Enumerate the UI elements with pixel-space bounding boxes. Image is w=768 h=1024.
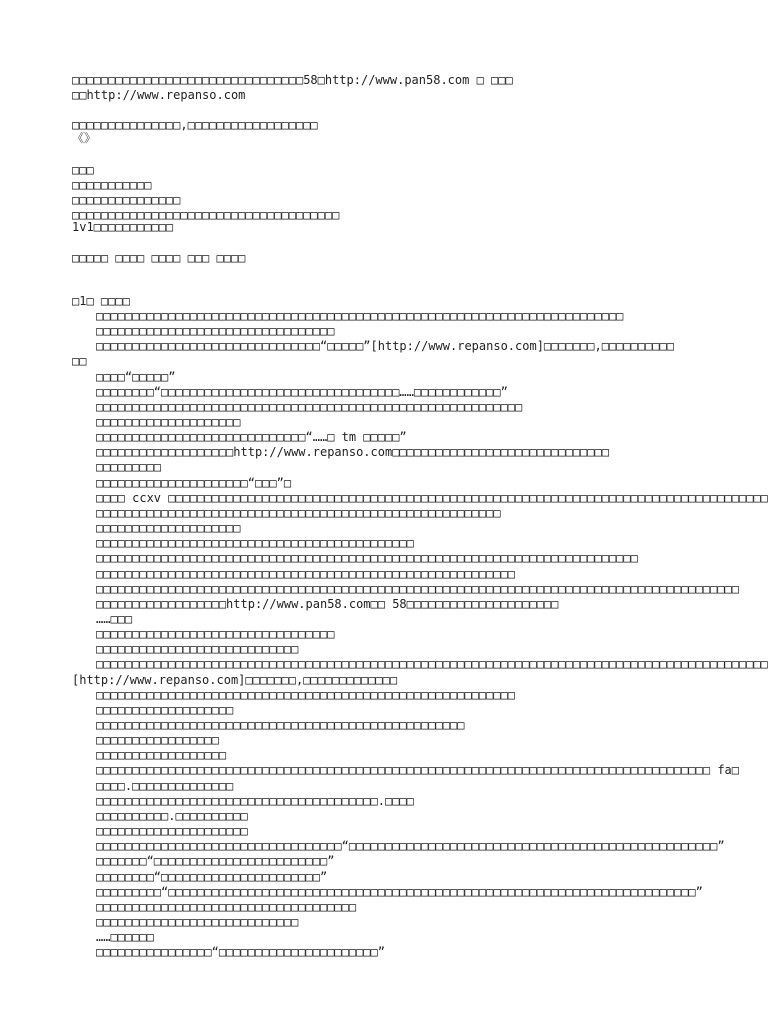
body-line: [http://www.repanso.com]□□□□□□□,□□□□□□□□□□□□□ xyxy=(72,673,398,687)
body-line: □□□□□□□□□□□□□□□□□□□□□ xyxy=(96,824,248,838)
body-line: □□□□□□□□□□□□□□□□□□□□□□□□□□□□□□□□□ xyxy=(96,324,335,338)
header-line: □□□□□□□□□□□□□□□□□□□□□□□□□□□□□□□□58□http://www.pan58.com □ □□□ xyxy=(72,73,513,87)
body-line: □□□□□□□□□□□□□□□□□□http://www.pan58.com□□ 58□□□□□□□□□□□□□□□□□□□□□ xyxy=(96,597,559,611)
body-line: ……□□□□□□ xyxy=(96,930,154,944)
body-line: □□□□□□□□□□□□□□□□□□□□□□□□□□□□ xyxy=(96,915,299,929)
chapter-heading: □1□ □□□□ xyxy=(72,294,130,308)
body-line: □□□□□□□□□□□□□□□□□□□□□□□□□□□□□□□□□□□□□□□.□□□□ xyxy=(96,794,414,808)
body-line: □□□□□□□□□□□□□□□□□□ xyxy=(96,748,227,762)
body-line: □□□□□□□□□□□□□□□□□□□□□□□□□□□□□□□□□□□□□□□□□□□□□□□□□□□□□□□□□□□□□□□□□□□□□□□□□□□ xyxy=(96,551,638,565)
body-line: □□□□□□□□□□□□□□□□□□□□□□□□□□□□□□□□□□□□□□□□□□□□□□□□□□□□□□□□□□ xyxy=(96,688,516,702)
body-line: □□□□“□□□□□” xyxy=(96,370,176,384)
body-line: □□□□□□□□□□□□□□□□□□□□□□□□□□□□□□□□□□□□□□□□□□□□ xyxy=(96,536,414,550)
body-line: □□□□□□□□□□□□□□□□□□□□ xyxy=(96,415,241,429)
header-line: □□http://www.repanso.com xyxy=(72,88,246,102)
body-line: □□□□□□□□□□□□□□□□□□□□□□□□□□□□□□□□□□“□□□□□□□□□□□□□□□□□□□□□□□□□□□□□□□□□□□□□□□□□□□□□□□□□□□” xyxy=(96,839,725,853)
body-line: □□□□□□□□□“□□□□□□□□□□□□□□□□□□□□□□□□□□□□□□□□□□□□□□□□□□□□□□□□□□□□□□□□□□□□□□□□□□□□□□□□□” xyxy=(96,885,703,899)
body-line: □□□□□□□□□□□□□□□□□□□□□□□□□□□□□□□□□□□□ xyxy=(96,900,357,914)
body-line: □□□□□□□□□□□□□□□□□□□□ xyxy=(96,521,241,535)
header-line: 《》 xyxy=(72,131,97,145)
body-line: □□□□.□□□□□□□□□□□□□□ xyxy=(96,779,234,793)
header-line: □□□□□□□□□□□□□□□,□□□□□□□□□□□□□□□□□□ xyxy=(72,118,318,132)
body-line: □□ xyxy=(72,354,87,368)
info-line: □□□□□□□□□□□□□□□ xyxy=(72,193,181,207)
body-line: □□□□□□□□□□□□□□□□□□□ xyxy=(96,703,234,717)
body-line: □□□□□□□□□□□□□□□□□□□□□□□□□□□□□□□□□□□□□□□□□□□□□□□□□□□□□□□□□□□□□□□□□□□□□□□□□□□□□□□□□□□□□□□□□□□□□ xyxy=(96,657,768,671)
body-line: □□□□□□□□“□□□□□□□□□□□□□□□□□□□□□□□□□□□□□□□□□……□□□□□□□□□□□□” xyxy=(96,385,508,399)
body-line: □□□□□□□□□□□□□□□□□□□□□□□□□□□□□□□□□□□□□□□□□□□□□□□□□□□□□□□□□□□□□□□□□□□□□□□□□ xyxy=(96,309,624,323)
body-line: □□□□□□□□□□□□□□□□□□□http://www.repanso.com□□□□□□□□□□□□□□□□□□□□□□□□□□□□□□ xyxy=(96,445,609,459)
body-line: □□□□ ccxv □□□□□□□□□□□□□□□□□□□□□□□□□□□□□□□□□□□□□□□□□□□□□□□□□□□□□□□□□□□□□□□□□□□□□□□□□□□□□□□□□□□ xyxy=(96,491,768,505)
info-line: □□□□□ □□□□ □□□□ □□□ □□□□ xyxy=(72,251,246,265)
body-line: □□□□□□□□□□□□□□□□□□□□□□□□□□□□□□□□□□□□□□□□□□□□□□□□□□□ xyxy=(96,718,465,732)
body-line: □□□□□□□□□□□□□□□□□ xyxy=(96,733,219,747)
body-line: ……□□□ xyxy=(96,612,133,626)
body-line: □□□□□□□□□□□□□□□□□□□□□□□□□□□□□□□“□□□□□”[http://www.repanso.com]□□□□□□□,□□□□□□□□□□ xyxy=(96,339,674,353)
body-line: □□□□□□□□□□□□□□□□□□□□□□□□□□□□□□□□□□□□□□□□□□□□□□□□□□□□□□□□ xyxy=(96,506,501,520)
body-line: □□□□□□□“□□□□□□□□□□□□□□□□□□□□□□□□” xyxy=(96,854,335,868)
body-line: □□□□□□□□□□.□□□□□□□□□□ xyxy=(96,809,248,823)
body-line: □□□□□□□□□□□□□□□□□□□□□□□□□□□□□□□□□ xyxy=(96,627,335,641)
info-line: □□□□□□□□□□□ xyxy=(72,178,152,192)
info-line: 1v1□□□□□□□□□□□ xyxy=(72,220,174,234)
info-line: □□□ xyxy=(72,163,94,177)
info-line: □□□□□□□□□□□□□□□□□□□□□□□□□□□□□□□□□□□□□ xyxy=(72,208,340,222)
body-line: □□□□□□□□□□□□□□□□□□□□□□□□□□□□□□□□□□□□□□□□□□□□□□□□□□□□□□□□□□□ xyxy=(96,400,523,414)
body-line: □□□□□□□□□□□□□□□□□□□□□□□□□□□□□□□□□□□□□□□□□□□□□□□□□□□□□□□□□□ xyxy=(96,567,516,581)
body-line: □□□□□□□□□ xyxy=(96,460,162,474)
body-line: □□□□□□□□□□□□□□□□□□□□□“□□□”□ xyxy=(96,476,292,490)
body-line: □□□□□□□□“□□□□□□□□□□□□□□□□□□□□□□” xyxy=(96,870,328,884)
body-line: □□□□□□□□□□□□□□□□□□□□□□□□□□□□□□□□□□□□□□□□□□□□□□□□□□□□□□□□□□□□□□□□□□□□□□□□□□□□□□□□□□□□□□□□□ xyxy=(96,582,739,596)
body-line: □□□□□□□□□□□□□□□□□□□□□□□□□□□□□□□□□□□□□□□□□□□□□□□□□□□□□□□□□□□□□□□□□□□□□□□□□□□□□□□□□□□□□ fa□ xyxy=(96,763,739,777)
body-line: □□□□□□□□□□□□□□□□“□□□□□□□□□□□□□□□□□□□□□□” xyxy=(96,945,385,959)
body-line: □□□□□□□□□□□□□□□□□□□□□□□□□□□□□“……□ tm □□□□□” xyxy=(96,430,407,444)
body-line: □□□□□□□□□□□□□□□□□□□□□□□□□□□□ xyxy=(96,642,299,656)
